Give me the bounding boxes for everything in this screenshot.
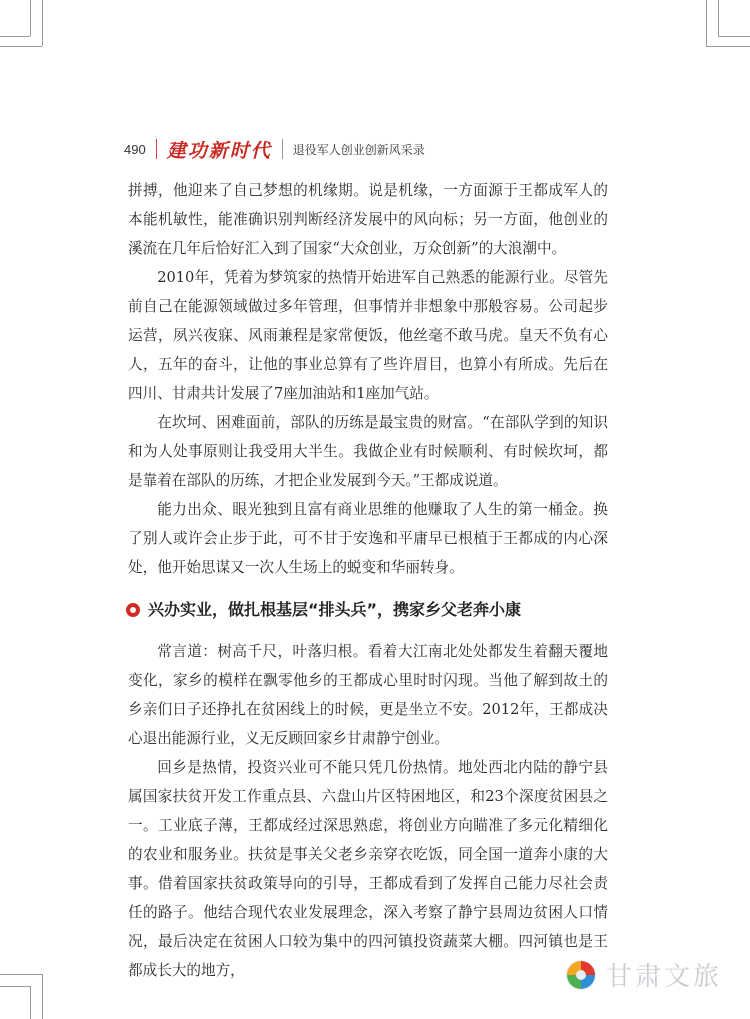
crop-mark (0, 36, 30, 37)
running-header (124, 136, 425, 162)
crop-mark (718, 36, 750, 37)
bullet-circle-icon (126, 603, 140, 617)
crop-mark (706, 46, 750, 47)
page-number: 490 (124, 141, 146, 157)
paragraph: 回乡是热情，投资兴业可不能只凭几份热情。地处西北内陆的静宁县属国家扶贫开发工作重点县、六盘山片区特困地区，和23个深度贫困县之一。工业底子薄，王都成经过深思熟虑，将创业方向瞄准了多元化精细化的农业和服务业。扶贫是事关父老乡亲穿衣吃饭，同全国一道奔小康的大事。借着国家扶贫政策导向的引导，王都成看到了发挥自己能力尽社会责任的路子。他结合现代农业发展理念，深入考察了静宁县周边贫困人口情况，最后决定在贫困人口较为集中的四河镇投资蔬菜大棚。四河镇也是王都成长大的地方， (128, 759, 608, 979)
section-heading (126, 595, 608, 625)
watermark-text: 甘肃文旅 (605, 962, 722, 992)
series-title: 建功新时代 (166, 139, 272, 162)
paragraph: 拼搏，他迎来了自己梦想的机缘期。说是机缘，一方面源于王都成军人的本能机敏性，能准确识别判断经济发展中的风向标；另一方面，他创业的溪流在几年后恰好汇入到了国家“大众创业，万众创新”的大浪潮中。 (128, 182, 608, 257)
watermark (564, 956, 722, 993)
crop-mark (0, 974, 42, 975)
crop-mark (30, 986, 31, 1019)
article-body (128, 176, 608, 985)
header-divider (156, 139, 157, 159)
section-heading-text: 兴办实业，做扎根基层“排头兵”，携家乡父老奔小康 (148, 600, 522, 619)
crop-mark (42, 0, 43, 46)
crop-mark (706, 0, 707, 46)
crop-mark (0, 986, 30, 987)
paragraph: 2010年，凭着为梦筑家的热情开始进军自己熟悉的能源行业。尽管先前自己在能源领域做过多年管理，但事情并非想象中那般容易。公司起步运营，夙兴夜寐、风雨兼程是家常便饭，他丝毫不敢马虎。皇天不负有心人，五年的奋斗，让他的事业总算有了些许眉目，也算小有所成。先后在四川、甘肃共计发展了7座加油站和1座加气站。 (128, 269, 608, 402)
header-divider (282, 139, 283, 159)
crop-mark (0, 46, 42, 47)
crop-mark (718, 0, 719, 36)
paragraph: 常言道：树高千尺，叶落归根。看着大江南北处处都发生着翻天覆地变化，家乡的模样在飘零他乡的王都成心里时时闪现。当他了解到故土的乡亲们日子还挣扎在贫困线上的时候，更是坐立不安。2012年，王都成决心退出能源行业，义无反顾回家乡甘肃静宁创业。 (128, 643, 608, 747)
paragraph: 在坎坷、困难面前，部队的历练是最宝贵的财富。“在部队学到的知识和为人处事原则让我受用大半生。我做企业有时候顺利、有时候坎坷，都是靠着在部队的历练，才把企业发展到今天。”王都成说道。 (128, 414, 608, 489)
crop-mark (42, 974, 43, 1019)
paragraph: 能力出众、眼光独到且富有商业思维的他赚取了人生的第一桶金。换了别人或许会止步于此，可不甘于安逸和平庸早已根植于王都成的内心深处，他开始思谋又一次人生场上的蜕变和华丽转身。 (128, 501, 608, 576)
crop-mark (30, 0, 31, 36)
swirl-logo-icon (564, 958, 598, 992)
book-title: 退役军人创业创新风采录 (292, 142, 425, 157)
